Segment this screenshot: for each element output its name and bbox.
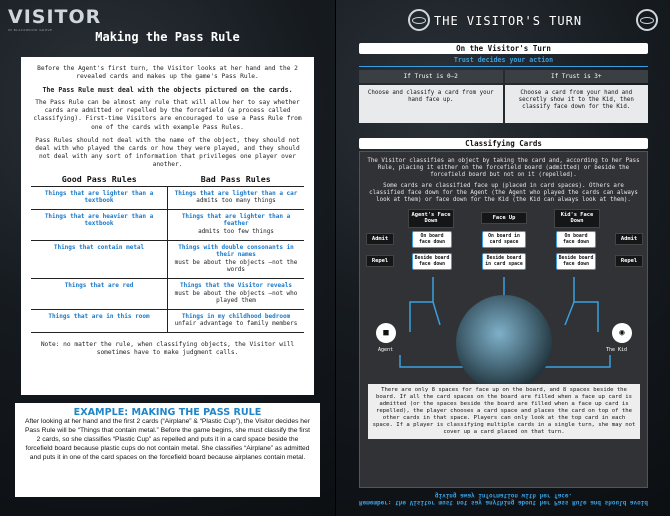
rule-restrictions: Pass Rules should not deal with the name of the object, they should not deal with who played the cards or how they were played, and they should not deal with any sort of information that privileges one player over another. <box>35 136 300 168</box>
section-header: Classifying Cards <box>359 138 648 149</box>
rule-requirement: The Pass Rule must deal with the objects pictured on the cards. <box>42 86 293 95</box>
classifying-header-wrap <box>359 138 648 149</box>
trust-high-column <box>505 70 649 123</box>
table-row <box>31 186 304 209</box>
good-rule: Things that contain metal <box>31 240 168 278</box>
beside-board-face-down-card: Beside board face down <box>556 253 596 270</box>
bad-rule: Things in my childhood bedroom unfair advantage to family members <box>168 309 305 332</box>
admit-row-label: Admit <box>366 233 394 245</box>
admit-row-label: Admit <box>615 233 643 245</box>
visitor-logo: VISITOR IN BLACKWOOD GROVE <box>8 6 102 32</box>
trust-high-action: Choose a card from your hand and secretly show it to the Kid, then classify face down for the Kid. <box>505 85 649 123</box>
column-agent-face-down: Agent's Face Down <box>408 209 454 227</box>
ufo-icon <box>408 9 430 31</box>
bad-rules-header: Bad Pass Rules <box>168 174 305 186</box>
bad-rule: Things with double consonants in their names must be about the objects —not the words <box>168 240 305 278</box>
intro-paragraph: The Visitor classifies an object by taking the card and, according to her Pass Rule, placing it either on the forcefield board (admitted) or beside the forcefield board but not on it (repelled). <box>367 158 640 179</box>
page-title: Making the Pass Rule <box>95 30 240 44</box>
example-text: After looking at her hand and the first 2 cards (“Airplane” & “Plastic Cup”), the Visitor decides her Pass Rule will be “Things that contain metal.” Before the game begins, she must classify the first 2 cards, so she classifies “Plastic Cup” as repelled and puts it in a card space beside the forcefield board because plastic cups do not contain metal. She classifies “Airplane” as admitted and puts it in one of the card spaces on the forcefield board because airplanes contain metal. <box>24 418 311 461</box>
kid-label: The Kid <box>606 347 628 354</box>
agent-label: Agent <box>378 347 394 354</box>
ufo-icon <box>636 9 658 31</box>
forcefield-board-image <box>456 295 552 391</box>
on-board-face-down-card: On board face down <box>412 231 452 248</box>
bicycle-icon: ◉ <box>612 323 632 343</box>
section-header: On the Visitor's Turn <box>359 43 648 54</box>
table-row <box>31 209 304 240</box>
bad-rule: Things that are lighter than a feather admits too few things <box>168 209 305 240</box>
on-board-face-down-card: On board face down <box>556 231 596 248</box>
intro-paragraph: Before the Agent's first turn, the Visitor looks at her hand and the 2 revealed cards and makes up the game's Pass Rule. <box>37 65 298 81</box>
table-row <box>31 240 304 278</box>
beside-board-card-space-card: Beside board in card space <box>482 253 526 270</box>
trust-subheader: Trust decides your action <box>359 56 648 67</box>
pass-rule-panel <box>21 57 314 395</box>
trust-low-action: Choose and classify a card from your hand face up. <box>359 85 503 123</box>
trust-low-column <box>359 70 503 123</box>
rule-description: The Pass Rule can be almost any rule that will allow her to say whether cards are admitted or repelled by the forcefield (a process called classifying). First-time Visitors are encouraged to use a Pass Rule from one of the cards with example Pass Rules. <box>33 99 302 131</box>
mirrored-reminder: Remember: the Visitor must not say anything about her Pass Rule and should avoid giving away information with her face. <box>359 492 648 506</box>
repel-row-label: Repel <box>615 255 643 267</box>
good-rule: Things that are lighter than a textbook <box>31 186 168 209</box>
good-rule: Things that are in this room <box>31 309 168 332</box>
column-kid-face-down: Kid's Face Down <box>554 209 600 227</box>
example-box <box>15 403 320 497</box>
on-board-card-space-card: On board in card space <box>482 231 526 248</box>
classifying-panel <box>359 151 648 488</box>
table-row <box>31 309 304 332</box>
repel-row-label: Repel <box>366 255 394 267</box>
bad-rule: Things that the Visitor reveals must be about the objects —not who played them <box>168 278 305 309</box>
classifying-intro <box>360 152 647 204</box>
table-row <box>31 278 304 309</box>
trust-low-condition: If Trust is 0–2 <box>359 70 503 83</box>
good-rule: Things that are heavier than a textbook <box>31 209 168 240</box>
beside-board-face-down-card: Beside board face down <box>412 253 452 270</box>
judgment-note: Note: no matter the rule, when classifying objects, the Visitor will sometimes have to make judgment calls. <box>40 340 295 356</box>
column-face-up: Face Up <box>481 212 527 224</box>
card-space-rules: There are only 8 spaces for face up on the board, and 8 spaces beside the board. If all the card spaces on the board are filled when a face up card is admitted (or the spaces beside the board are filled when a face up card is repelled), the player chooses a card space and places the card on top of the other cards in that space. Players can only look at the top card in each space. If a player is classifying multiple cards in a single turn, she may not cover up a card placed on that turn. <box>368 384 640 439</box>
good-rule: Things that are red <box>31 278 168 309</box>
good-rules-header: Good Pass Rules <box>31 174 168 186</box>
trust-grid <box>359 70 648 123</box>
right-page <box>335 0 670 516</box>
trust-high-condition: If Trust is 3+ <box>505 70 649 83</box>
classification-diagram <box>360 207 647 367</box>
bad-rule: Things that are lighter than a car admits too many things <box>168 186 305 209</box>
example-title: EXAMPLE: MAKING THE PASS RULE <box>73 407 262 418</box>
page-title: THE VISITOR'S TURN <box>434 14 583 28</box>
intro-paragraph: Some cards are classified face up (placed in card spaces). Others are classified face down for the Agent (the Agent who played the cards can always look at them) or face down for the Kid (the Kid can always look at them). <box>369 182 638 204</box>
agent-sunglasses-icon: ■ <box>376 323 396 343</box>
pass-rules-table <box>31 174 304 333</box>
visitor-turn-section <box>359 43 648 135</box>
